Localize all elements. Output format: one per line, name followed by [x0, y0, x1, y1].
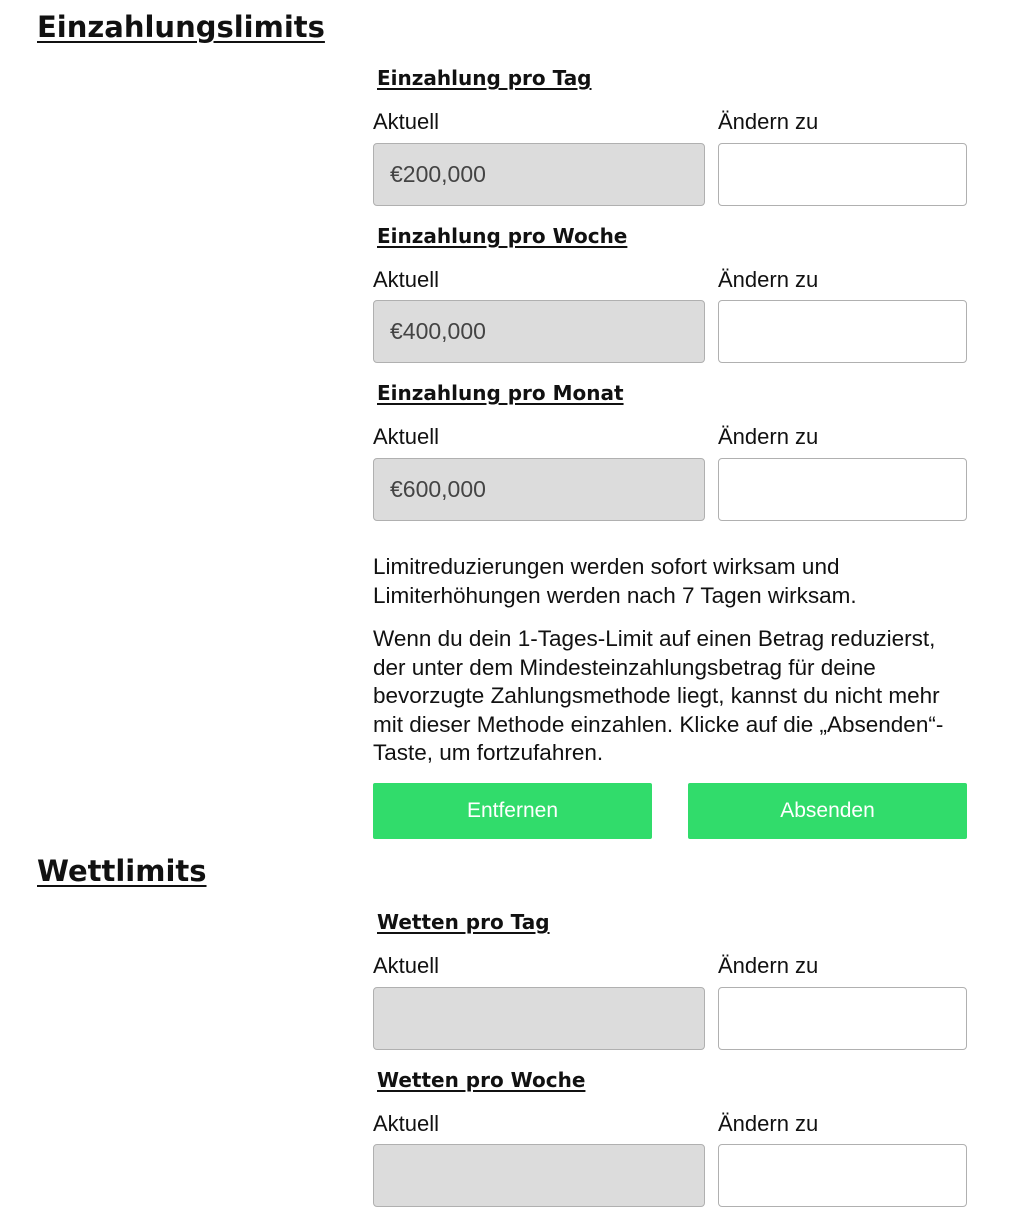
deposit-per-week-change-input[interactable]: [718, 300, 967, 363]
change-to-label: Ändern zu: [718, 109, 819, 134]
bets-per-week-current-field: [373, 1144, 705, 1207]
change-to-label: Ändern zu: [718, 953, 819, 978]
current-label: Aktuell: [373, 109, 440, 134]
minimum-deposit-warning-text: Wenn du dein 1-Tages-Limit auf einen Betrag reduzierst, der unter dem Mindesteinzahlungsbetrag für deine bevorzugte Zahlungsmethode liegt, kannst du nicht mehr mit dieser Methode einzahlen. Klicke auf die „Absenden“-Taste, um fortzufahren.: [373, 626, 944, 765]
current-label: Aktuell: [373, 267, 440, 292]
deposit-per-month-title: Einzahlung pro Monat: [377, 381, 624, 405]
deposit-per-month-current-field: €600,000: [373, 458, 705, 521]
change-to-label: Ändern zu: [718, 424, 819, 449]
submit-button[interactable]: Absenden: [688, 783, 967, 839]
deposit-per-day-title: Einzahlung pro Tag: [377, 66, 592, 90]
deposit-per-week-title: Einzahlung pro Woche: [377, 224, 628, 248]
bets-per-day-title: Wetten pro Tag: [377, 910, 550, 934]
change-to-label: Ändern zu: [718, 1111, 819, 1136]
deposit-per-day-current-field: €200,000: [373, 143, 705, 206]
deposit-per-day-change-input[interactable]: [718, 143, 967, 206]
bets-per-week-title: Wetten pro Woche: [377, 1068, 586, 1092]
change-to-label: Ändern zu: [718, 267, 819, 292]
current-label: Aktuell: [373, 1111, 440, 1136]
bets-per-day-current-field: [373, 987, 705, 1050]
current-label: Aktuell: [373, 953, 440, 978]
bets-per-week-change-input[interactable]: [718, 1144, 967, 1207]
current-label: Aktuell: [373, 424, 440, 449]
deposit-limits-heading: Einzahlungslimits: [37, 10, 325, 44]
deposit-per-month-change-input[interactable]: [718, 458, 967, 521]
bets-per-day-change-input[interactable]: [718, 987, 967, 1050]
deposit-per-week-current-field: €400,000: [373, 300, 705, 363]
bet-limits-heading: Wettlimits: [37, 854, 207, 888]
limit-change-info-text: Limitreduzierungen werden sofort wirksam und Limiterhöhungen werden nach 7 Tagen wirksam.: [373, 554, 857, 608]
remove-button[interactable]: Entfernen: [373, 783, 652, 839]
